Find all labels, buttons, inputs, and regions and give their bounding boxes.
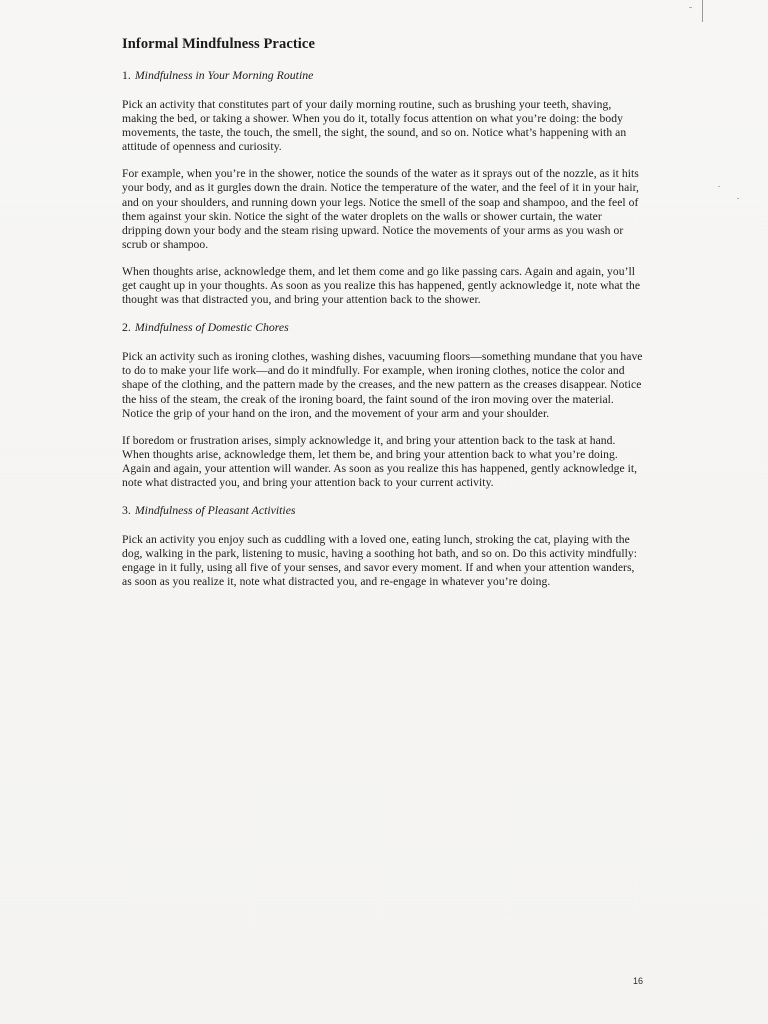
section-morning-routine bbox=[122, 68, 644, 307]
scan-artifact bbox=[689, 7, 692, 8]
section-heading bbox=[122, 320, 644, 335]
section-heading-text: Mindfulness of Pleasant Activities bbox=[134, 503, 296, 518]
section-number: 2. bbox=[122, 320, 131, 335]
section-heading-text: Mindfulness in Your Morning Routine bbox=[134, 68, 314, 82]
document-body bbox=[122, 36, 644, 602]
section-heading bbox=[122, 68, 644, 83]
page-number: 16 bbox=[633, 976, 644, 986]
scan-artifact bbox=[718, 186, 720, 187]
paragraph: When thoughts arise, acknowledge them, and let them come and go like passing cars. Again and again, you’ll get caught up in your thoughts. As soon as you realize this has happened, gently acknowledge it, note what the thought was that distracted you, and bring your attention back to the shower. bbox=[122, 264, 641, 307]
scan-artifact bbox=[737, 198, 739, 199]
paragraph: Pick an activity that constitutes part of your daily morning routine, such as brushing your teeth, shaving, making the bed, or taking a shower. When you do it, totally focus attention on what you’re doing: the body movements, the taste, the touch, the smell, the sight, the sound, and so on. Notice what’s happening with an attitude of openness and curiosity. bbox=[122, 98, 627, 154]
paragraph: Pick an activity such as ironing clothes, washing dishes, vacuuming floors—something mundane that you have to do to make your life work—and do it mindfully. For example, when ironing clothes, notice the color and shape of the clothing, and the pattern made by the creases, and the new pattern as the creases disappear. Notice the hiss of the steam, the creak of the ironing board, the faint sound of the iron moving over the material. Notice the grip of your hand on the iron, and the movement of your arm and your shoulder. bbox=[122, 350, 643, 420]
paragraph: If boredom or frustration arises, simply acknowledge it, and bring your attention back to the task at hand. When thoughts arise, acknowledge them, let them be, and bring your attention back to what you’re doing. Again and again, your attention will wander. As soon as you realize this has happened, gently acknowledge it, note what distracted you, and bring your attention back to your current activity. bbox=[122, 433, 638, 489]
section-domestic-chores bbox=[122, 320, 644, 490]
section-number: 3. bbox=[122, 503, 131, 518]
section-heading bbox=[122, 503, 644, 518]
paragraph: Pick an activity you enjoy such as cuddling with a loved one, eating lunch, stroking the cat, playing with the dog, walking in the park, listening to music, having a soothing hot bath, and so on. Do this activity mindfully: engage in it fully, using all five of your senses, and savor every moment. If and when your attention wanders, as soon as you realize it, note what distracted you, and re-engage in whatever you’re doing. bbox=[122, 533, 638, 589]
section-heading-text: Mindfulness of Domestic Chores bbox=[134, 320, 289, 335]
document-title: Informal Mindfulness Practice bbox=[122, 36, 315, 52]
section-pleasant-activities bbox=[122, 503, 644, 589]
scan-artifact bbox=[702, 0, 703, 22]
section-number: 1. bbox=[122, 68, 131, 82]
paragraph: For example, when you’re in the shower, notice the sounds of the water as it sprays out of the nozzle, as it hits your body, and as it gurgles down the drain. Notice the temperature of the water, and the feel of it in your hair, and on your shoulders, and running down your legs. Notice the smell of the soap and shampoo, and the feel of them against your skin. Notice the sight of the water droplets on the walls or shower curtain, the water dripping down your body and the steam rising upward. Notice the movements of your arms as you wash or scrub or shampoo. bbox=[122, 167, 639, 251]
